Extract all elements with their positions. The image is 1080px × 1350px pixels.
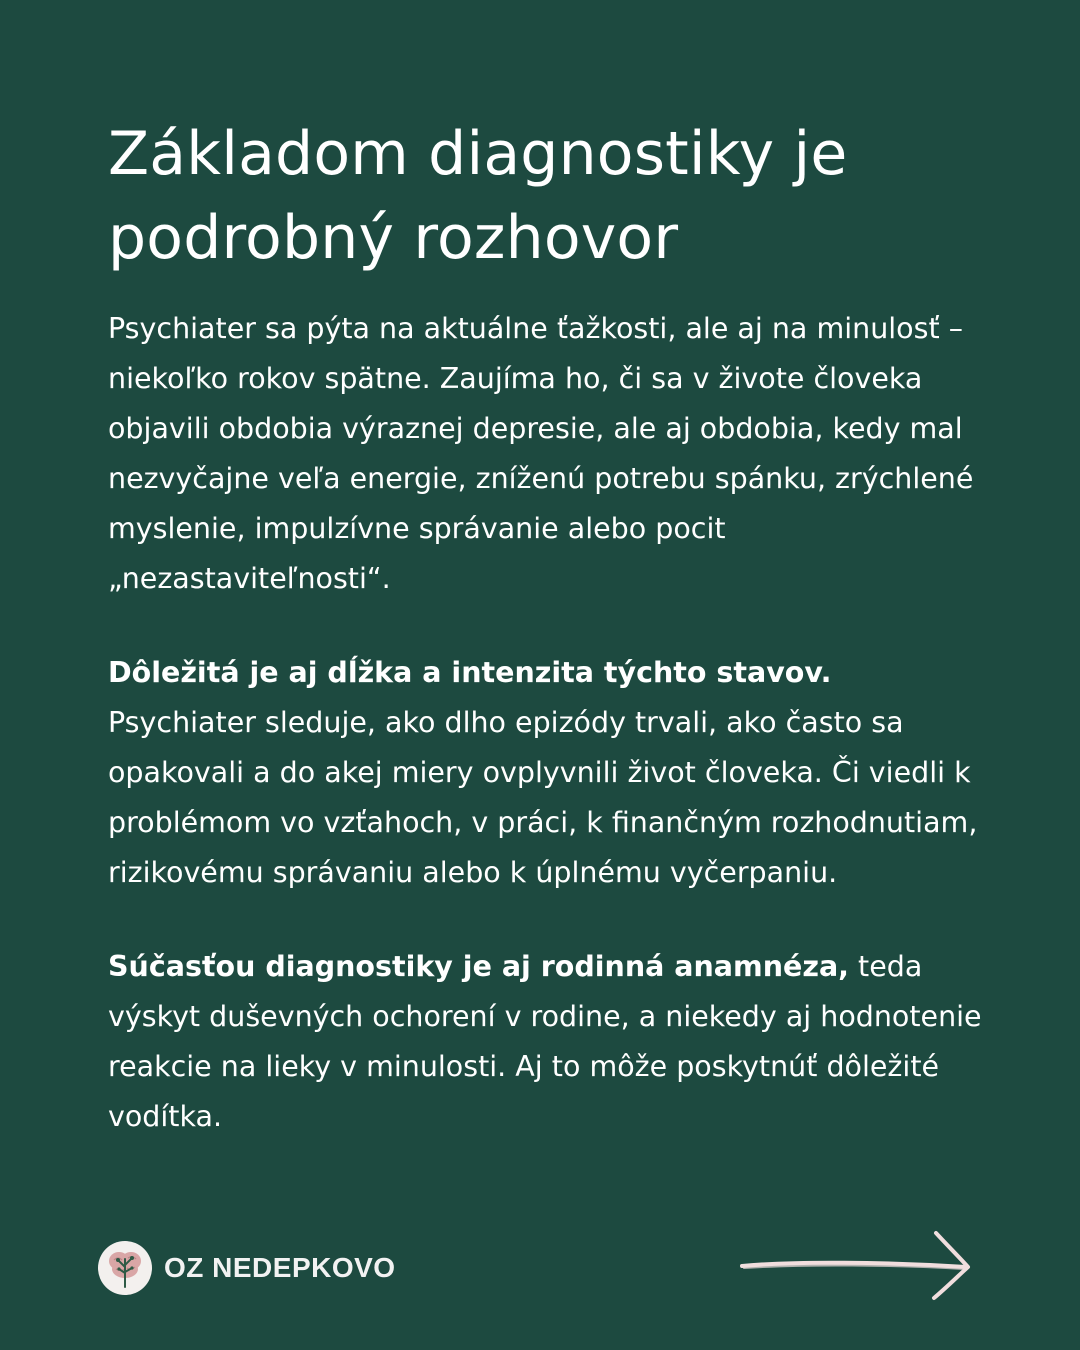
- paragraph-family-lead: Súčasťou diagnostiky je aj rodinná anamnéza,: [108, 950, 849, 983]
- arrow-right-icon[interactable]: [736, 1228, 976, 1304]
- paragraph-duration-lead: Dôležitá je aj dĺžka a intenzita týchto stavov.: [108, 656, 832, 689]
- slide-title: Základom diagnostiky je podrobný rozhovor: [108, 119, 848, 273]
- brand-logo: [98, 1240, 396, 1296]
- paragraph-duration-body: Psychiater sleduje, ako dlho epizódy trvali, ako často sa opakovali a do akej miery ovplyvnili život človeka. Či viedli k problémom vo vzťahoch, v práci, k finančným rozhodnutiam, rizikovému správaniu alebo k úplnému vyčerpaniu.: [108, 706, 978, 889]
- paragraph-family-body: teda výskyt duševných ochorení v rodine, a niekedy aj hodnotenie reakcie na lieky v minulosti. Aj to môže poskytnúť dôležité vodítka.: [108, 950, 982, 1133]
- paragraph-history: Psychiater sa pýta na aktuálne ťažkosti, ale aj na minulosť – niekoľko rokov spätne. Zaujíma ho, či sa v živote človeka objavili obdobia výraznej depresie, ale aj obdobia, kedy mal nezvyčajne veľa energie, zníženú potrebu spánku, zrýchlené myslenie, impulzívne správanie alebo pocit „nezastaviteľnosti“.: [108, 312, 974, 595]
- paragraph-duration: [108, 648, 988, 898]
- brain-tree-icon: [98, 1241, 152, 1295]
- paragraph-family-history: [108, 942, 988, 1142]
- brand-name: OZ NEDEPKOVO: [164, 1252, 396, 1283]
- slide-content: [108, 112, 988, 1142]
